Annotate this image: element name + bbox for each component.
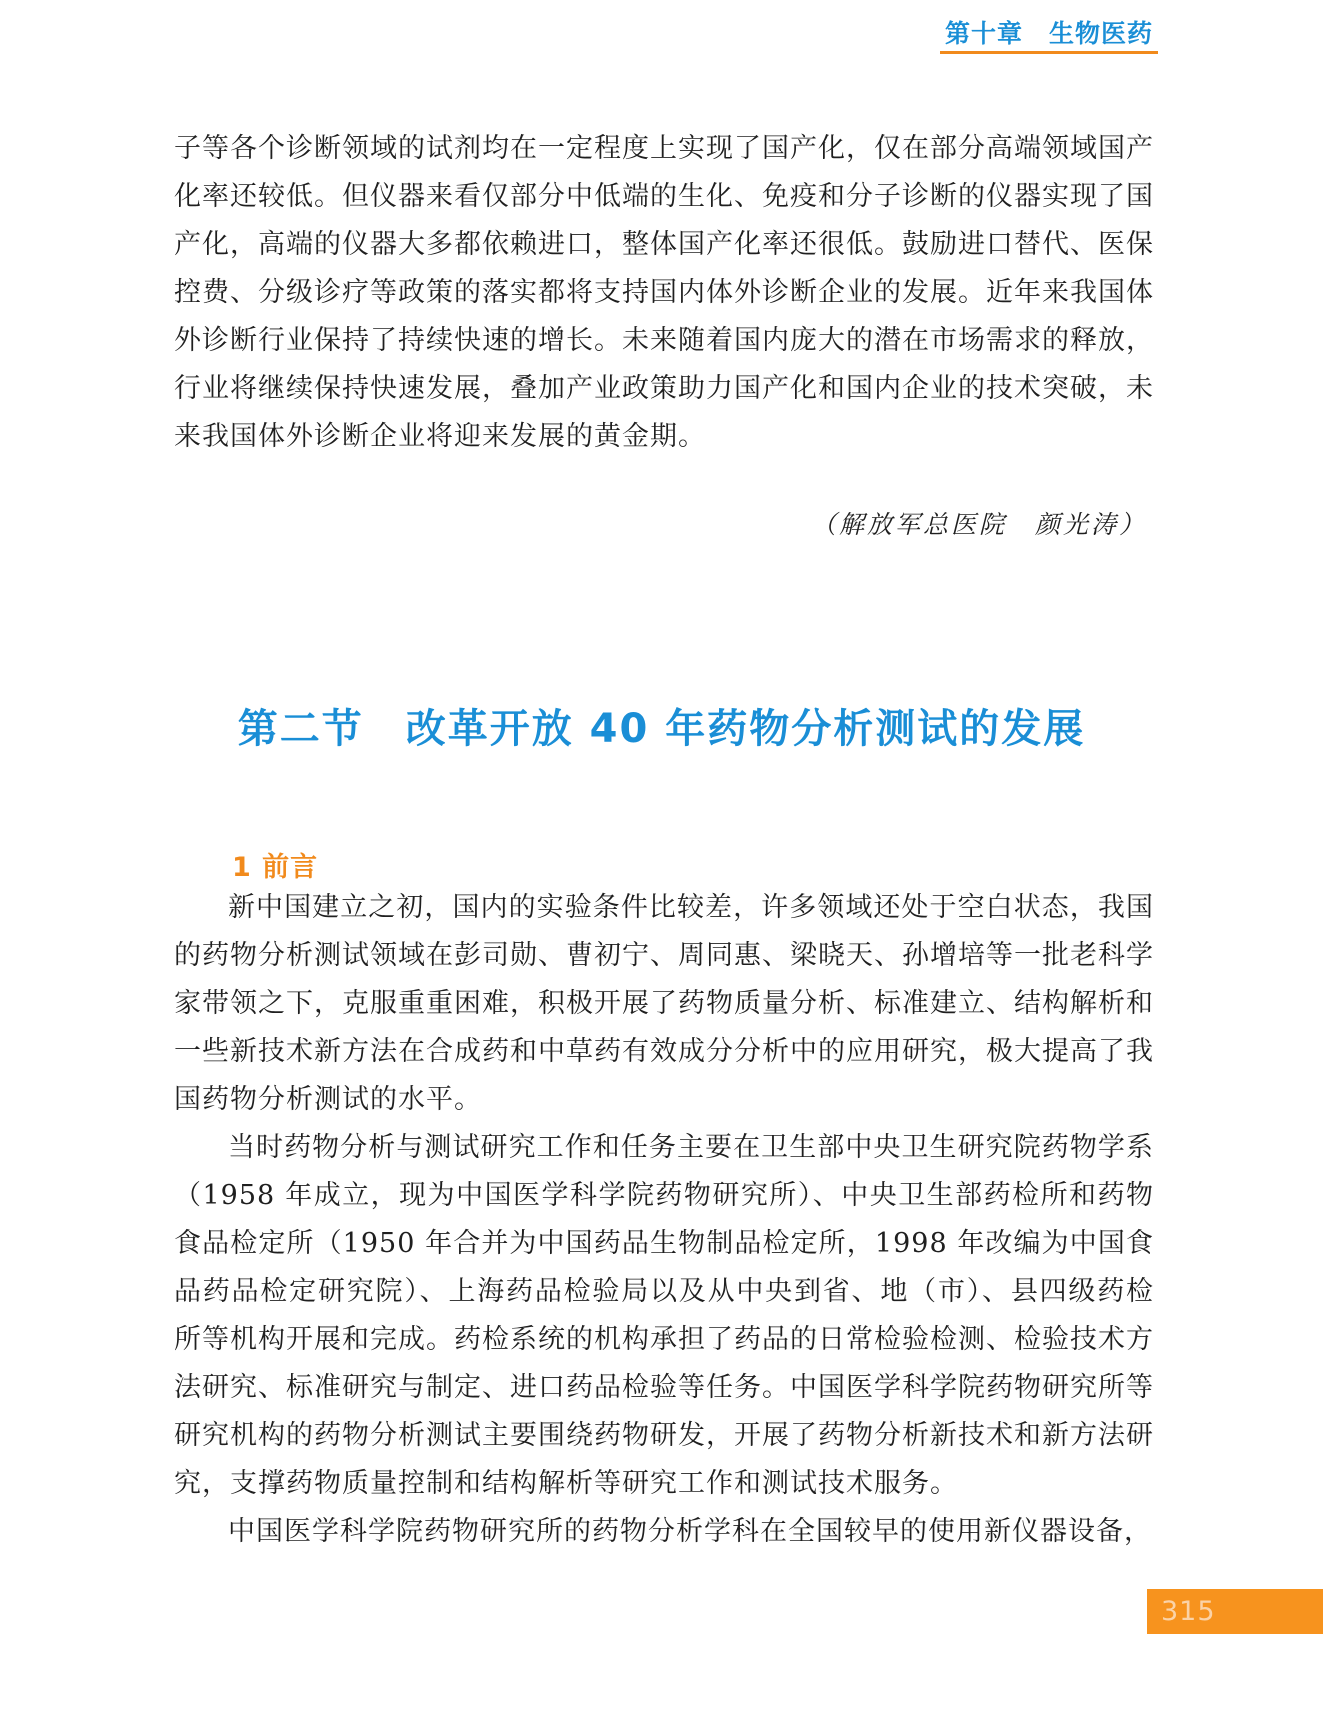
chapter-number: 第十章 [944, 18, 1023, 48]
paragraph-intro-1: 新中国建立之初，国内的实验条件比较差，许多领域还处于空白状态，我国的药物分析测试领域在彭司勋、曹初宁、周同惠、梁晓天、孙增培等一批老科学家带领之下，克服重重困难，积极开展了药物质量分析、标准建立、结构解析和一些新技术新方法在合成药和中草药有效成分分析中的应用研究，极大提高了我国药物分析测试的水平。 [174, 892, 1154, 1115]
author-attribution: （解放军总医院 颜光涛） [810, 510, 1147, 539]
page-number-tab [1147, 1589, 1323, 1634]
section-title: 第二节 改革开放 40 年药物分析测试的发展 [237, 706, 1086, 752]
page-number: 315 [1161, 1596, 1216, 1627]
paragraph-intro-3: 中国医学科学院药物研究所的药物分析学科在全国较早的使用新仪器设备， [228, 1516, 1152, 1547]
paragraph-continued: 子等各个诊断领域的试剂均在一定程度上实现了国产化，仅在部分高端领域国产化率还较低。但仪器来看仅部分中低端的生化、免疫和分子诊断的仪器实现了国产化，高端的仪器大多都依赖进口，整体国产化率还很低。鼓励进口替代、医保控费、分级诊疗等政策的落实都将支持国内体外诊断企业的发展。近年来我国体外诊断行业保持了持续快速的增长。未来随着国内庞大的潜在市场需求的释放，行业将继续保持快速发展，叠加产业政策助力国产化和国内企业的技术突破，未来我国体外诊断企业将迎来发展的黄金期。 [174, 133, 1154, 452]
paragraph-intro-2: 当时药物分析与测试研究工作和任务主要在卫生部中央卫生研究院药物学系（1958 年成立，现为中国医学科学院药物研究所）、中央卫生部药检所和药物食品检定所（1950 年合并为中国药品生物制品检定所，1998 年改编为中国食品药品检定研究院）、上海药品检验局以及从中央到省、地（市）、县四级药检所等机构开展和完成。药检系统的机构承担了药品的日常检验检测、检验技术方法研究、标准研究与制定、进口药品检验等任务。中国医学科学院药物研究所等研究机构的药物分析测试主要围绕药物研发，开展了药物分析新技术和新方法研究，支撑药物质量控制和结构解析等研究工作和测试技术服务。 [174, 1132, 1154, 1499]
chapter-title: 生物医药 [1049, 18, 1154, 48]
running-header [940, 12, 1158, 54]
subsection-title: 1 前言 [232, 852, 319, 883]
